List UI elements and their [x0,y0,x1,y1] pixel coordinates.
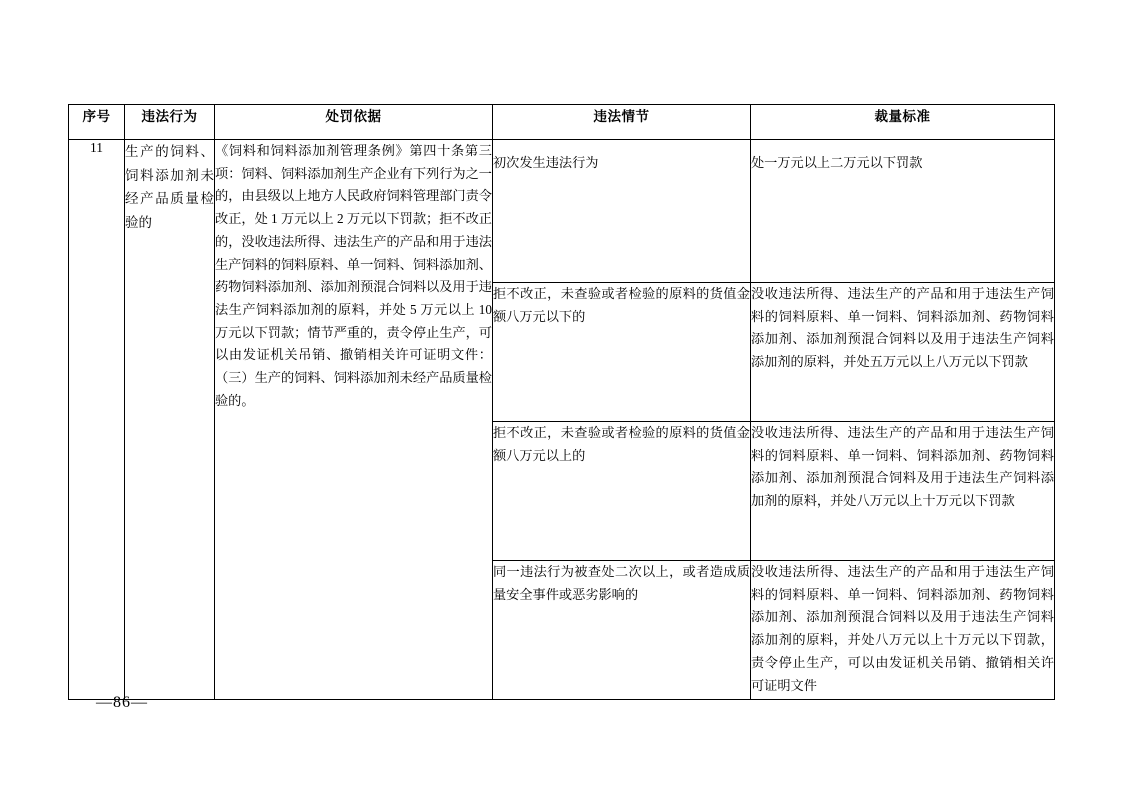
table-body [69,140,1055,700]
table-header-row [69,105,1055,140]
cell-circumstance: 同一违法行为被查处二次以上，或者造成质量安全事件或恶劣影响的 [493,561,751,700]
column-header-standard: 裁量标准 [751,105,1055,140]
page-number: —86— [96,694,148,711]
column-header-basis: 处罚依据 [215,105,493,140]
cell-circumstance: 拒不改正，未查验或者检验的原料的货值金额八万元以下的 [493,283,751,422]
cell-serial-number: 11 [69,140,125,700]
table-header [69,105,1055,140]
cell-standard: 没收违法所得、违法生产的产品和用于违法生产饲料的饲料原料、单一饲料、饲料添加剂、药物饲料添加剂、添加剂预混合饲料以及用于违法生产饲料添加剂的原料，并处五万元以上八万元以下罚款 [751,283,1055,422]
column-header-act: 违法行为 [125,105,215,140]
table-row [69,140,1055,283]
cell-circumstance: 拒不改正，未查验或者检验的原料的货值金额八万元以上的 [493,422,751,561]
column-header-no: 序号 [69,105,125,140]
discretion-standards-table [68,104,1055,700]
cell-standard: 处一万元以上二万元以下罚款 [751,140,1055,283]
cell-circumstance: 初次发生违法行为 [493,140,751,283]
cell-penalty-basis: 《饲料和饲料添加剂管理条例》第四十条第三项：饲料、饲料添加剂生产企业有下列行为之一的，由县级以上地方人民政府饲料管理部门责令改正，处 1 万元以上 2 万元以下罚款；拒不改正的，没收违法所得、违法生产的产品和用于违法生产饲料的饲料原料、单一饲料、饲料添加剂、药物饲料添加剂、添加剂预混合饲料以及用于违法生产饲料添加剂的原料，并处 5 万元以上 10 万元以下罚款；情节严重的，责令停止生产，可以由发证机关吊销、撤销相关许可证明文件：（三）生产的饲料、饲料添加剂未经产品质量检验的。 [215,140,493,700]
cell-standard: 没收违法所得、违法生产的产品和用于违法生产饲料的饲料原料、单一饲料、饲料添加剂、药物饲料添加剂、添加剂预混合饲料及用于违法生产饲料添加剂的原料，并处八万元以上十万元以下罚款 [751,422,1055,561]
cell-illegal-act: 生产的饲料、饲料添加剂未经产品质量检验的 [125,140,215,700]
cell-standard: 没收违法所得、违法生产的产品和用于违法生产饲料的饲料原料、单一饲料、饲料添加剂、药物饲料添加剂、添加剂预混合饲料以及用于违法生产饲料添加剂的原料，并处八万元以上十万元以下罚款，责令停止生产，可以由发证机关吊销、撤销相关许可证明文件 [751,561,1055,700]
column-header-circumstance: 违法情节 [493,105,751,140]
